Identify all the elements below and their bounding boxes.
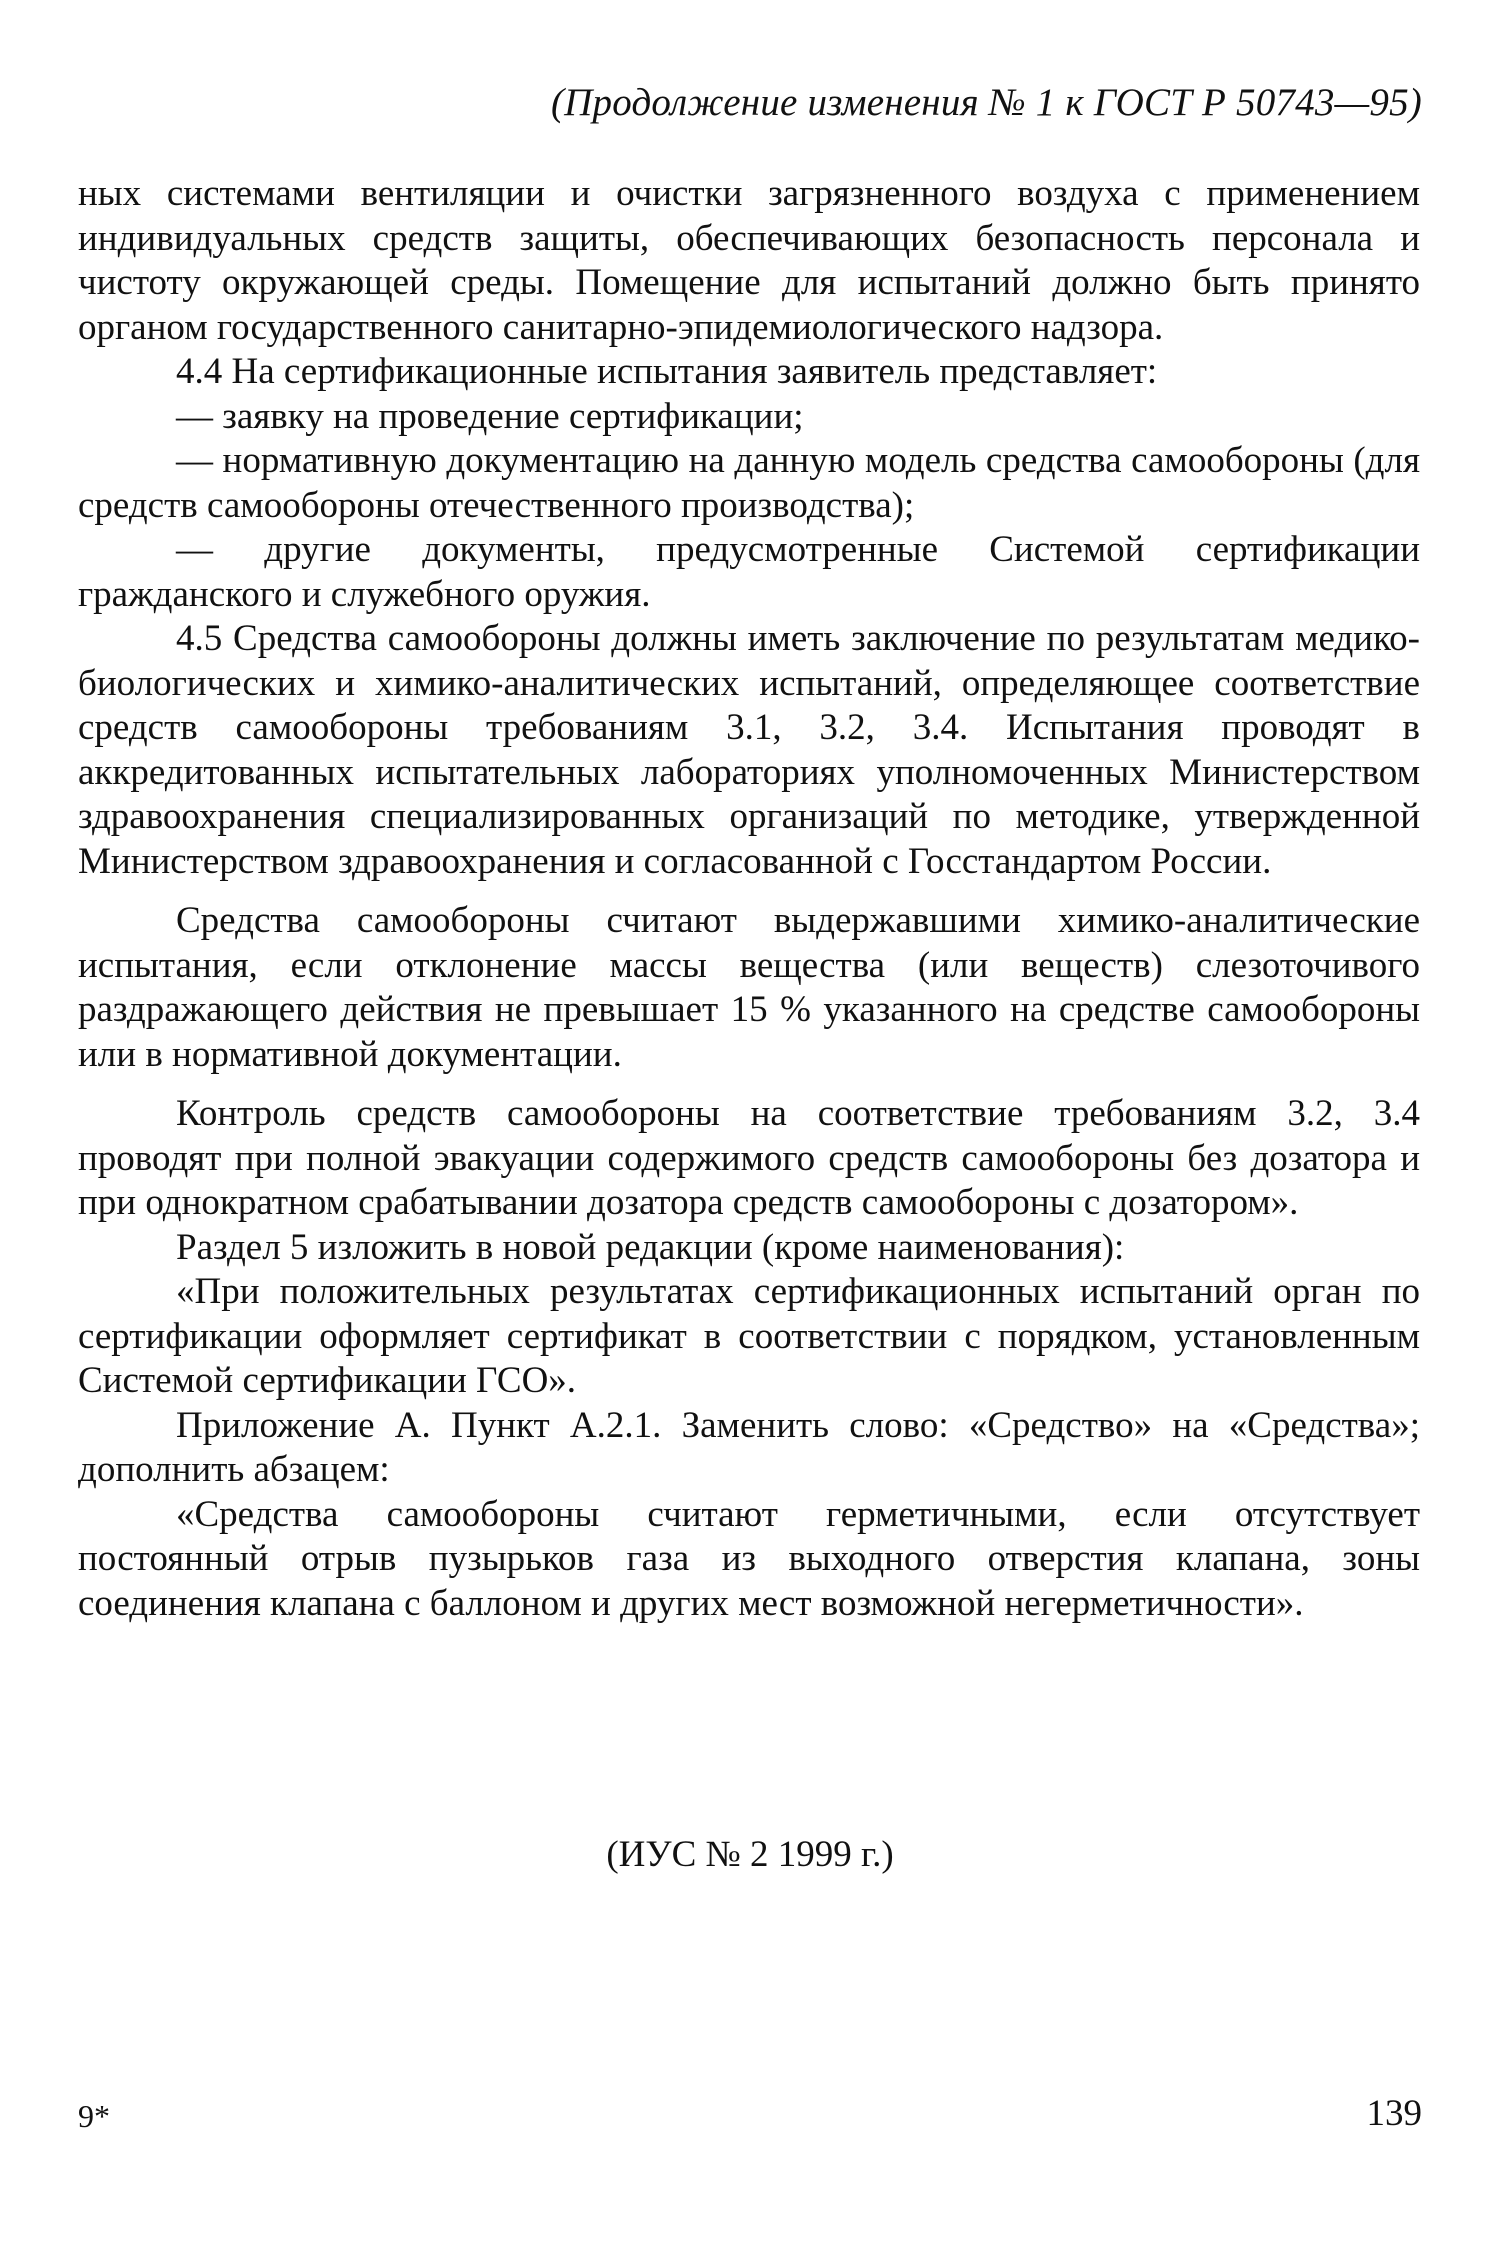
- paragraph-control: Контроль средств самообороны на соответствие требованиям 3.2, 3.4 проводят при полной эвакуации содержимого средств самообороны без дозатора и при однократном срабатывании дозатора средств самообороны с дозатором».: [78, 1093, 1420, 1223]
- signature-mark: 9*: [78, 2098, 110, 2134]
- paragraph-4-4: 4.4 На сертификационные испытания заявитель представляет:: [176, 351, 1158, 392]
- paragraph-section-5: Раздел 5 изложить в новой редакции (кроме наименования):: [176, 1226, 1125, 1268]
- list-item-other-docs: — другие документы, предусмотренные Системой сертификации гражданского и служебного оружия.: [78, 529, 1420, 615]
- paragraph-certificate: «При положительных результатах сертификационных испытаний орган по сертификации оформляет сертификат в соответствии с порядком, установленным Системой сертификации ГСО».: [78, 1271, 1420, 1401]
- page-header: (Продолжение изменения № 1 к ГОСТ Р 50743—95): [551, 81, 1422, 124]
- paragraph-continuation: ных системами вентиляции и очистки загрязненного воздуха с применением индивидуальных средств защиты, обеспечивающих безопасность персонала и чистоту окружающей среды. Помещение для испытаний должно быть принято органом государственного санитарно-эпидемиологического надзора.: [78, 173, 1420, 348]
- list-item-application: — заявку на проведение сертификации;: [176, 395, 804, 437]
- list-item-normative-docs: — нормативную документацию на данную модель средства самообороны (для средств самообороны отечественного производства);: [78, 440, 1420, 526]
- ius-reference: (ИУС № 2 1999 г.): [606, 1834, 894, 1875]
- page-number: 139: [1366, 2093, 1422, 2134]
- paragraph-hermetic: «Средства самообороны считают герметичными, если отсутствует постоянный отрыв пузырьков газа из выходного отверстия клапана, зоны соединения клапана с баллоном и других мест возможной негерметичности».: [78, 1493, 1420, 1624]
- paragraph-4-5: 4.5 Средства самообороны должны иметь заключение по результатам медико-биологических и химико-аналитических испытаний, определяющее соответствие средств самообороны требованиям 3.1, 3.2, 3.4. Испытания проводят в аккредитованных испытательных лабораториях уполномоченных Министерством здравоохранения специализированных организаций по методике, утвержденной Министерством здравоохранения и согласованной с Госстандартом России.: [78, 618, 1420, 882]
- paragraph-chemical-tests: Средства самообороны считают выдержавшими химико-аналитические испытания, если отклонение массы вещества (или веществ) слезоточивого раздражающего действия не превышает 15 % указанного на средстве самообороны или в нормативной документации.: [78, 900, 1420, 1075]
- paragraph-appendix-a: Приложение А. Пункт А.2.1. Заменить слово: «Средство» на «Средства»; дополнить абзацем:: [78, 1404, 1420, 1490]
- body-text: [78, 172, 1420, 1626]
